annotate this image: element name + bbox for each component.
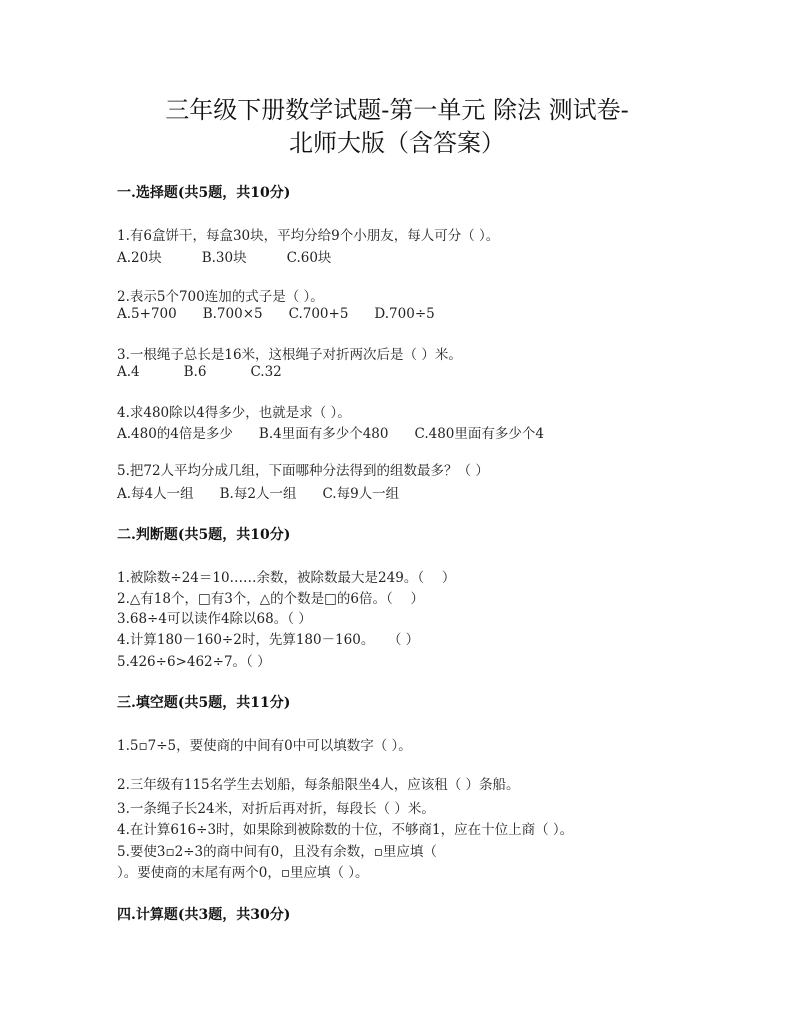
judge-item: 5.426÷6>462÷7。（ ）: [117, 654, 271, 670]
option: C.每9人一组: [322, 486, 400, 502]
option: D.700÷5: [374, 306, 435, 322]
judge-item: 1.被除数÷24＝10……余数，被除数最大是249。（ ）: [117, 570, 456, 586]
judge-item: 2.△有18个，□有3个，△的个数是□的6倍。（ ）: [117, 591, 425, 607]
fill-item: 1.5▫7÷5，要使商的中间有0中可以填数字（ ）。: [117, 738, 412, 754]
question-text: 3.一根绳子总长是16米，这根绳子对折两次后是（ ）米。: [117, 347, 462, 363]
question-text: 2.表示5个700连加的式子是（ ）。: [117, 289, 324, 305]
question-options: [117, 364, 308, 380]
section-heading-judge: 二.判断题(共5题，共10分): [117, 527, 291, 543]
section-heading-fill: 三.填空题(共5题，共11分): [117, 695, 291, 711]
option: C.480里面有多少个4: [414, 426, 544, 442]
option: A.4: [117, 364, 140, 380]
judge-item: 4.计算180－160÷2时，先算180－160。 （ ）: [117, 632, 420, 648]
section-heading-choice: 一.选择题(共5题，共10分): [117, 185, 291, 201]
option: B.每2人一组: [219, 486, 297, 502]
question-text: 4.求480除以4得多少，也就是求（ ）。: [117, 405, 351, 421]
question-options: [117, 482, 425, 502]
section-heading-calc: 四.计算题(共3题，共30分): [117, 907, 291, 923]
question-options: [117, 246, 357, 266]
document-title-line1: 三年级下册数学试题-第一单元 除法 测试卷-: [165, 96, 629, 124]
option: C.60块: [286, 250, 332, 266]
fill-item: 4.在计算616÷3时，如果除到被除数的十位，不够商1，应在十位上商（ ）。: [117, 822, 574, 838]
fill-item: ）。要使商的末尾有两个0，▫里应填（ ）。: [117, 865, 369, 881]
option: A.20块: [117, 250, 162, 266]
question-options: [117, 306, 461, 322]
option: A.5+700: [117, 306, 177, 322]
fill-item: 2.三年级有115名学生去划船，每条船限坐4人，应该租（ ）条船。: [117, 777, 520, 793]
option: B.6: [183, 364, 207, 380]
option: A.每4人一组: [117, 486, 194, 502]
option: C.700+5: [288, 306, 349, 322]
fill-item: 3.一条绳子长24米，对折后再对折，每段长（ ）米。: [117, 801, 435, 817]
option: C.32: [250, 364, 282, 380]
document-title-line2: 北师大版（含答案）: [289, 129, 505, 157]
option: B.30块: [201, 250, 247, 266]
option: B.4里面有多少个480: [258, 426, 389, 442]
option: A.480的4倍是多少: [117, 426, 233, 442]
question-options: [117, 422, 570, 442]
question-text: 1.有6盒饼干，每盒30块，平均分给9个小朋友，每人可分（ ）。: [117, 228, 500, 244]
question-text: 5.把72人平均分成几组，下面哪种分法得到的组数最多？（ ）: [117, 463, 489, 479]
judge-item: 3.68÷4可以读作4除以68。（ ）: [117, 611, 312, 627]
option: B.700×5: [202, 306, 263, 322]
fill-item: 5.要使3▫2÷3的商中间有0，且没有余数，▫里应填（: [117, 844, 437, 860]
